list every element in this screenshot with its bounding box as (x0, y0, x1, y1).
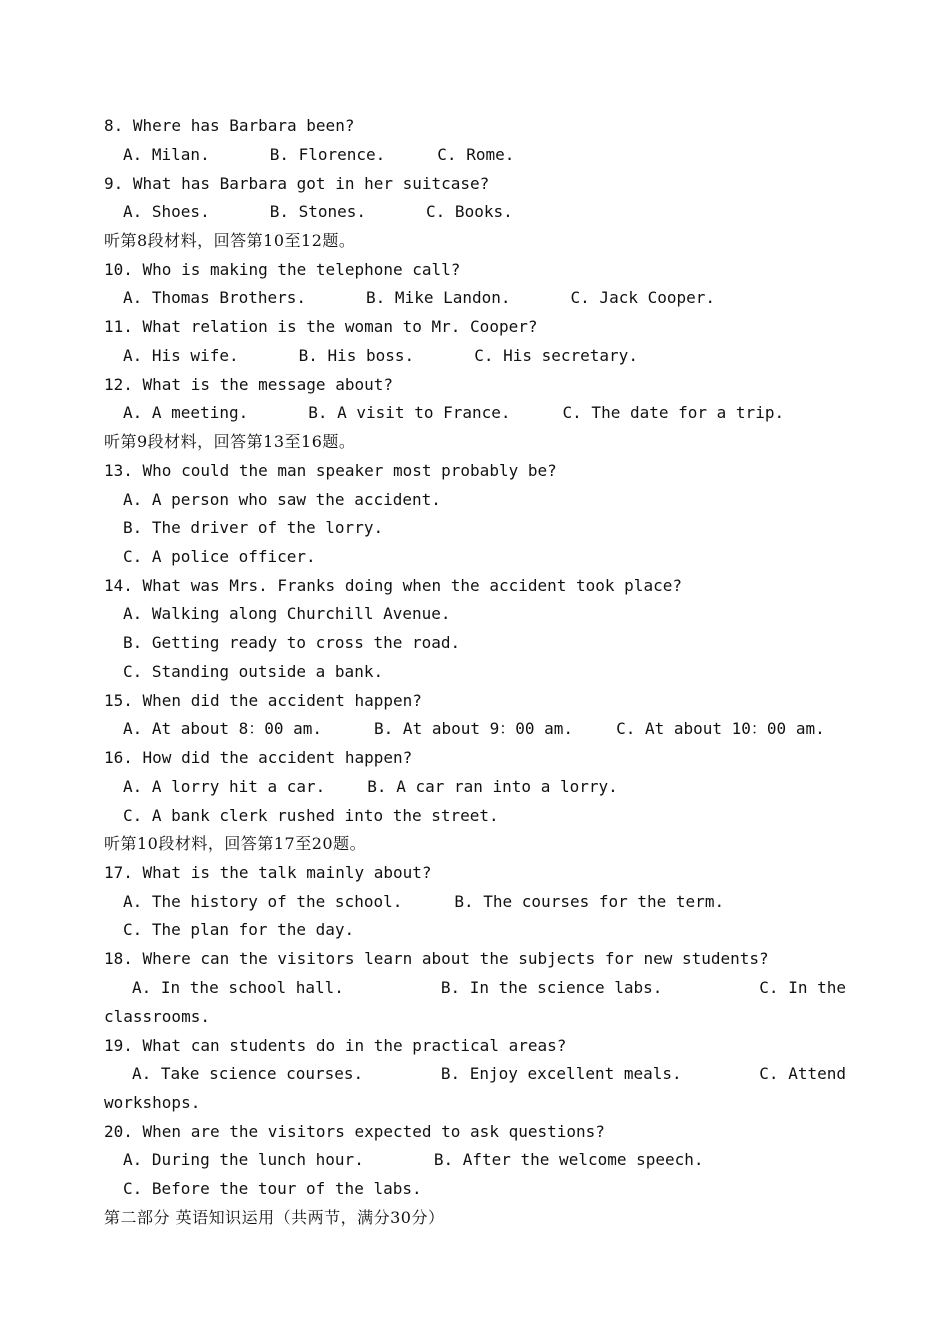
question-17-option-c: C. The plan for the day. (123, 920, 355, 939)
option-b: B. Stones. (269, 202, 367, 221)
option-b: B. A car ran into a lorry. (367, 777, 618, 796)
question-9-options (123, 202, 513, 222)
question-19-options (104, 1064, 846, 1084)
question-13-option-c: C. A police officer. (123, 547, 316, 566)
question-17: 17. What is the talk mainly about? (104, 863, 432, 882)
option-a: A. The history of the school. (123, 892, 403, 911)
question-18: 18. Where can the visitors learn about the subjects for new students? (104, 949, 769, 968)
option-b: B. After the welcome speech. (433, 1150, 704, 1169)
option-a: A. At about 8：00 am. (123, 719, 323, 738)
option-c: C. Attend (759, 1064, 846, 1083)
option-c: C. In the (759, 978, 846, 997)
question-18-option-c-continued: classrooms. (104, 1007, 210, 1026)
option-a: A. Milan. (123, 145, 210, 164)
question-11: 11. What relation is the woman to Mr. Cooper? (104, 317, 538, 336)
question-14: 14. What was Mrs. Franks doing when the accident took place? (104, 576, 682, 595)
option-a: A. Shoes. (123, 202, 210, 221)
option-b: B. Enjoy excellent meals. (440, 1064, 682, 1083)
option-b: B. In the science labs. (440, 978, 663, 997)
option-a: A. His wife. (123, 346, 239, 365)
option-b: B. The courses for the term. (454, 892, 725, 911)
question-12: 12. What is the message about? (104, 375, 393, 394)
option-a: A. During the lunch hour. (123, 1150, 364, 1169)
option-b: B. A visit to France. (308, 403, 511, 422)
question-16: 16. How did the accident happen? (104, 748, 413, 767)
question-15: 15. When did the accident happen? (104, 691, 422, 710)
question-10-options (123, 288, 715, 308)
option-a: A. Take science courses. (132, 1064, 364, 1083)
question-18-options (104, 978, 846, 998)
option-c: C. The date for a trip. (562, 403, 785, 422)
section-heading-9: 听第9段材料，回答第13至16题。 (104, 432, 356, 451)
question-15-options (123, 719, 825, 739)
question-17-options (123, 892, 724, 912)
question-19: 19. What can students do in the practical areas? (104, 1036, 567, 1055)
question-20-options (123, 1150, 704, 1170)
option-b: B. His boss. (298, 346, 415, 365)
question-14-option-a: A. Walking along Churchill Avenue. (123, 604, 451, 623)
question-14-option-b: B. Getting ready to cross the road. (123, 633, 461, 652)
option-a: A. In the school hall. (132, 978, 344, 997)
question-20-option-c: C. Before the tour of the labs. (123, 1179, 422, 1198)
question-16-options (123, 777, 618, 797)
option-c: C. Jack Cooper. (570, 288, 716, 307)
question-13-option-a: A. A person who saw the accident. (123, 490, 441, 509)
question-8: 8. Where has Barbara been? (104, 116, 355, 135)
option-b: B. Mike Landon. (366, 288, 511, 307)
question-9: 9. What has Barbara got in her suitcase? (104, 174, 490, 193)
option-a: A. A lorry hit a car. (123, 777, 326, 796)
question-13: 13. Who could the man speaker most probably be? (104, 461, 557, 480)
question-12-options (123, 403, 784, 423)
option-c: C. Books. (426, 202, 513, 221)
option-b: B. Florence. (269, 145, 386, 164)
question-13-option-b: B. The driver of the lorry. (123, 518, 384, 537)
option-c: C. Rome. (437, 145, 515, 164)
question-10: 10. Who is making the telephone call? (104, 260, 461, 279)
option-b: B. At about 9：00 am. (374, 719, 574, 738)
question-19-option-c-continued: workshops. (104, 1093, 201, 1112)
question-20: 20. When are the visitors expected to ask questions? (104, 1122, 605, 1141)
section-heading-8: 听第8段材料，回答第10至12题。 (104, 231, 356, 250)
option-c: C. At about 10：00 am. (616, 719, 825, 738)
option-a: A. Thomas Brothers. (123, 288, 307, 307)
section-heading-10: 听第10段材料，回答第17至20题。 (104, 834, 367, 853)
question-16-option-c: C. A bank clerk rushed into the street. (123, 806, 499, 825)
part-two-heading: 第二部分 英语知识运用（共两节，满分30分） (104, 1208, 445, 1227)
question-11-options (123, 346, 638, 366)
option-c: C. His secretary. (474, 346, 638, 365)
question-14-option-c: C. Standing outside a bank. (123, 662, 384, 681)
question-8-options (123, 145, 514, 165)
option-a: A. A meeting. (123, 403, 249, 422)
